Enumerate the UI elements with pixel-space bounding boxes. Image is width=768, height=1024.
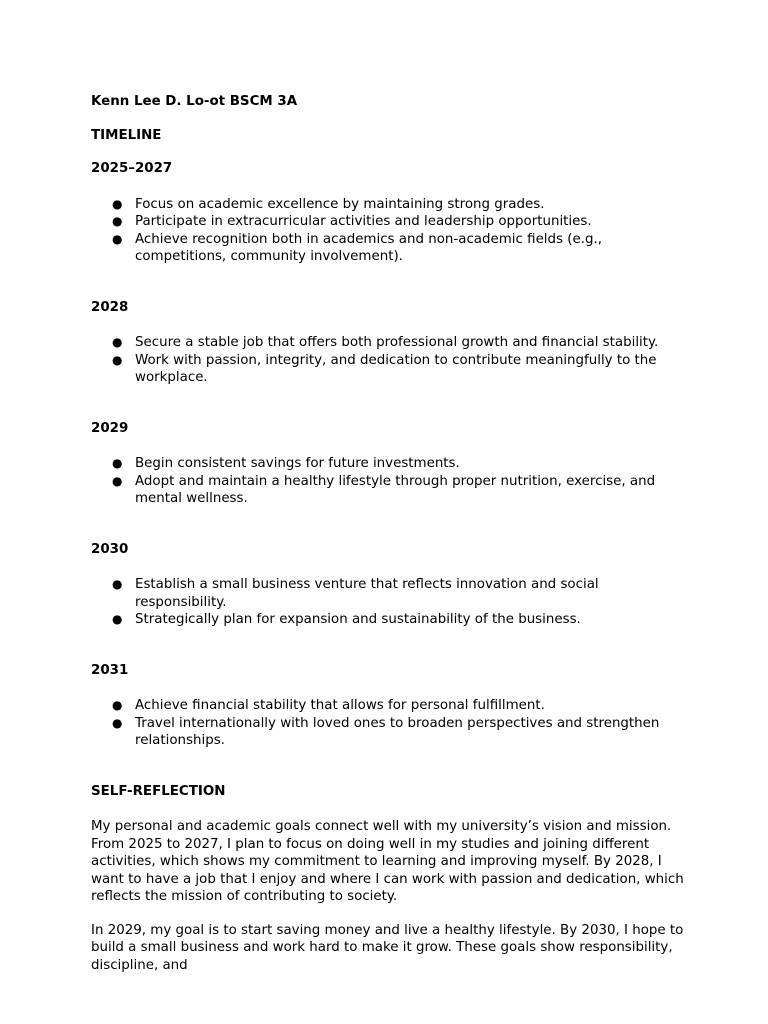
list-item: ● Achieve financial stability that allows for personal fulfillment. <box>112 698 545 713</box>
bullet-icon: ● <box>112 698 123 712</box>
bullet-icon: ● <box>112 352 123 367</box>
bullet-icon: ● <box>112 715 123 730</box>
self-reflection-title: SELF-REFLECTION <box>91 783 226 799</box>
list-item: ● Strategically plan for expansion and sustainability of the business. <box>112 612 581 627</box>
bullet-icon: ● <box>112 612 123 626</box>
timeline-list-2030 <box>91 576 691 629</box>
reflection-paragraph-2: In 2029, my goal is to start saving money and live a healthy lifestyle. By 2030, I hope to build a small business and work hard to make it grow. These goals show responsibility, discipline, and <box>91 922 684 973</box>
list-item: ● Secure a stable job that offers both professional growth and financial stability. <box>112 335 659 350</box>
timeline-year-2030: 2030 <box>91 541 129 557</box>
list-item: ● Begin consistent savings for future investments. <box>112 456 460 471</box>
author-line: Kenn Lee D. Lo-ot BSCM 3A <box>91 94 298 109</box>
bullet-icon: ● <box>112 335 123 349</box>
bullet-icon: ● <box>112 473 123 488</box>
list-item: ● Focus on academic excellence by maintaining strong grades. <box>112 196 545 212</box>
timeline-year-2025-2027: 2025–2027 <box>91 161 173 176</box>
timeline-list-2029 <box>91 455 691 508</box>
document-page <box>91 93 691 974</box>
timeline-list-2028 <box>91 334 691 387</box>
bullet-icon: ● <box>112 196 123 211</box>
list-item: ● Participate in extracurricular activities and leadership opportunities. <box>112 214 592 229</box>
timeline-list-2031 <box>91 697 691 750</box>
timeline-year-2028: 2028 <box>91 299 129 315</box>
bullet-icon: ● <box>112 231 123 246</box>
list-item: ● Adopt and maintain a healthy lifestyle through proper nutrition, exercise, and mental wellness. <box>112 473 656 506</box>
bullet-icon: ● <box>112 456 123 470</box>
bullet-icon: ● <box>112 577 123 591</box>
list-item: ● Travel internationally with loved ones to broaden perspectives and strengthen relationships. <box>112 715 660 748</box>
bullet-icon: ● <box>112 214 123 228</box>
timeline-title: TIMELINE <box>91 127 162 143</box>
list-item: ● Work with passion, integrity, and dedication to contribute meaningfully to the workplace. <box>112 352 657 385</box>
list-item: ● Establish a small business venture that reflects innovation and social responsibility. <box>112 577 599 610</box>
timeline-list-2025-2027 <box>91 196 691 266</box>
list-item: ● Achieve recognition both in academics and non-academic fields (e.g., competitions, community involvement). <box>112 231 602 264</box>
timeline-year-2029: 2029 <box>91 420 129 436</box>
reflection-paragraph-1: My personal and academic goals connect well with my university’s vision and mission. From 2025 to 2027, I plan to focus on doing well in my studies and joining different activities, which shows my commitment to learning and improving myself. By 2028, I want to have a job that I enjoy and where I can work with passion and dedication, which reflects the mission of contributing to society. <box>91 819 684 904</box>
timeline-year-2031: 2031 <box>91 662 129 678</box>
